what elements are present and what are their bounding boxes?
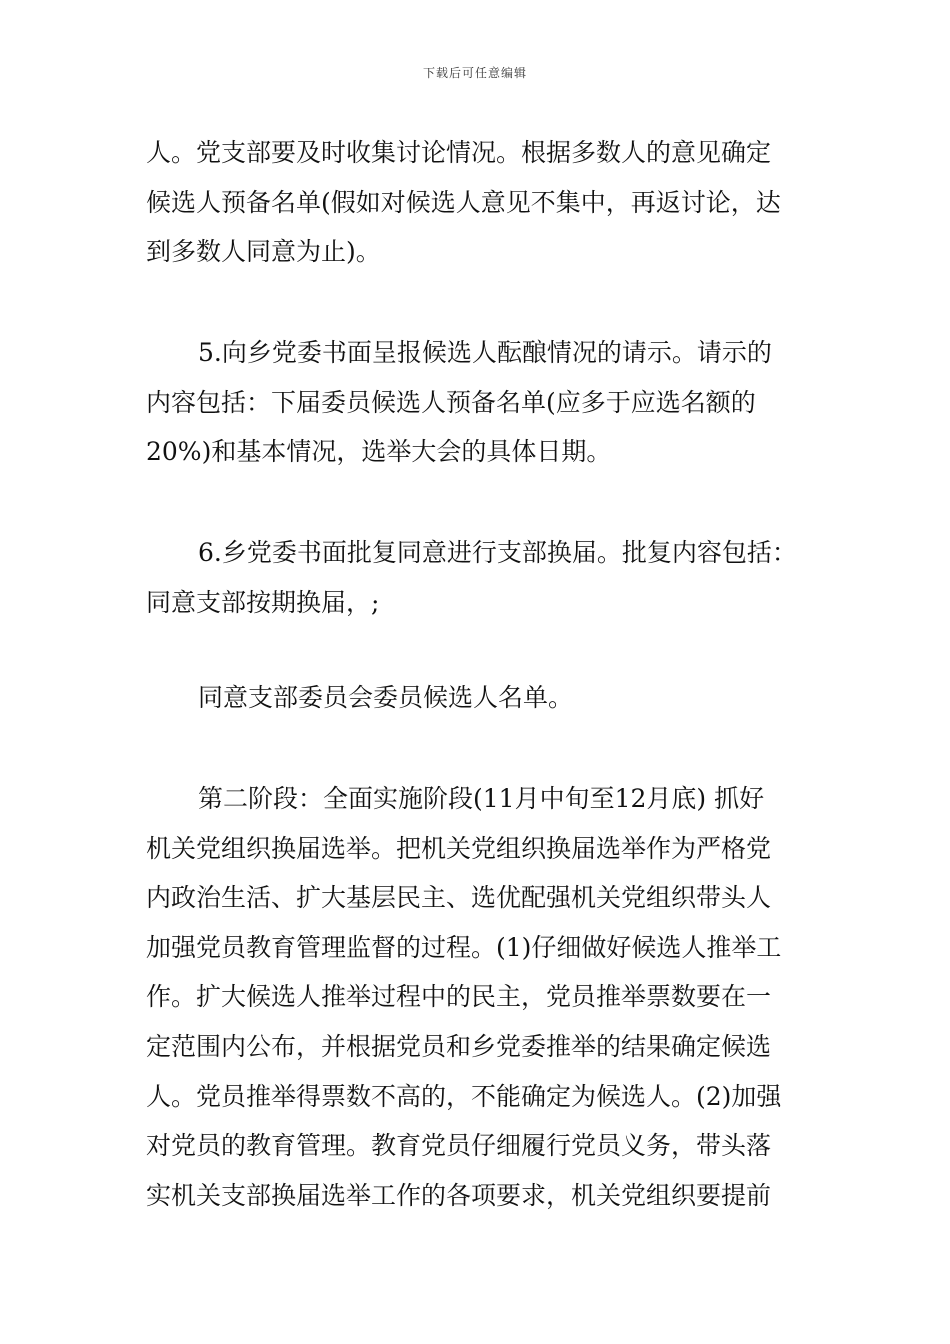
text-line: 20%)和基本情况，选举大会的具体日期。 bbox=[146, 437, 612, 467]
text-line: 对党员的教育管理。教育党员仔细履行党员义务，带头落 bbox=[146, 1131, 772, 1161]
text-line: 到多数人同意为止)。 bbox=[146, 237, 381, 267]
text-line: 5.向乡党委书面呈报候选人酝酿情况的请示。请示的 bbox=[198, 338, 772, 367]
text-line: 实机关支部换届选举工作的各项要求，机关党组织要提前 bbox=[146, 1180, 772, 1210]
text-line: 同意支部委员会委员候选人名单。 bbox=[198, 683, 574, 712]
page-header: 下载后可任意编辑 bbox=[422, 66, 527, 80]
paragraph-1 bbox=[146, 128, 808, 277]
text-line: 6.乡党委书面批复同意进行支部换届。批复内容包括： bbox=[198, 538, 797, 567]
text-line: 人。党员推举得票数不高的，不能确定为候选人。(2)加强 bbox=[146, 1081, 782, 1111]
text-line: 内容包括：下届委员候选人预备名单(应多于应选名额的 bbox=[146, 387, 756, 417]
paragraph-3 bbox=[146, 528, 808, 627]
text-line: 第二阶段：全面实施阶段(11月中旬至12月底) 抓好 bbox=[198, 784, 765, 813]
text-line: 机关党组织换届选举。把机关党组织换届选举作为严格党 bbox=[146, 833, 772, 863]
text-line: 人。党支部要及时收集讨论情况。根据多数人的意见确定 bbox=[146, 138, 772, 167]
text-line: 作。扩大候选人推举过程中的民主，党员推举票数要在一 bbox=[146, 982, 772, 1012]
text-line: 同意支部按期换届，; bbox=[146, 587, 380, 617]
paragraph-4 bbox=[146, 673, 808, 723]
text-line: 候选人预备名单(假如对候选人意见不集中，再返讨论，达 bbox=[146, 187, 781, 217]
text-line: 内政治生活、扩大基层民主、选优配强机关党组织带头人 bbox=[146, 883, 772, 913]
paragraph-5 bbox=[146, 774, 808, 1220]
text-line: 定范围内公布，并根据党员和乡党委推举的结果确定候选 bbox=[146, 1031, 772, 1061]
paragraph-2 bbox=[146, 328, 808, 477]
text-line: 加强党员教育管理监督的过程。(1)仔细做好候选人推举工 bbox=[146, 932, 782, 962]
